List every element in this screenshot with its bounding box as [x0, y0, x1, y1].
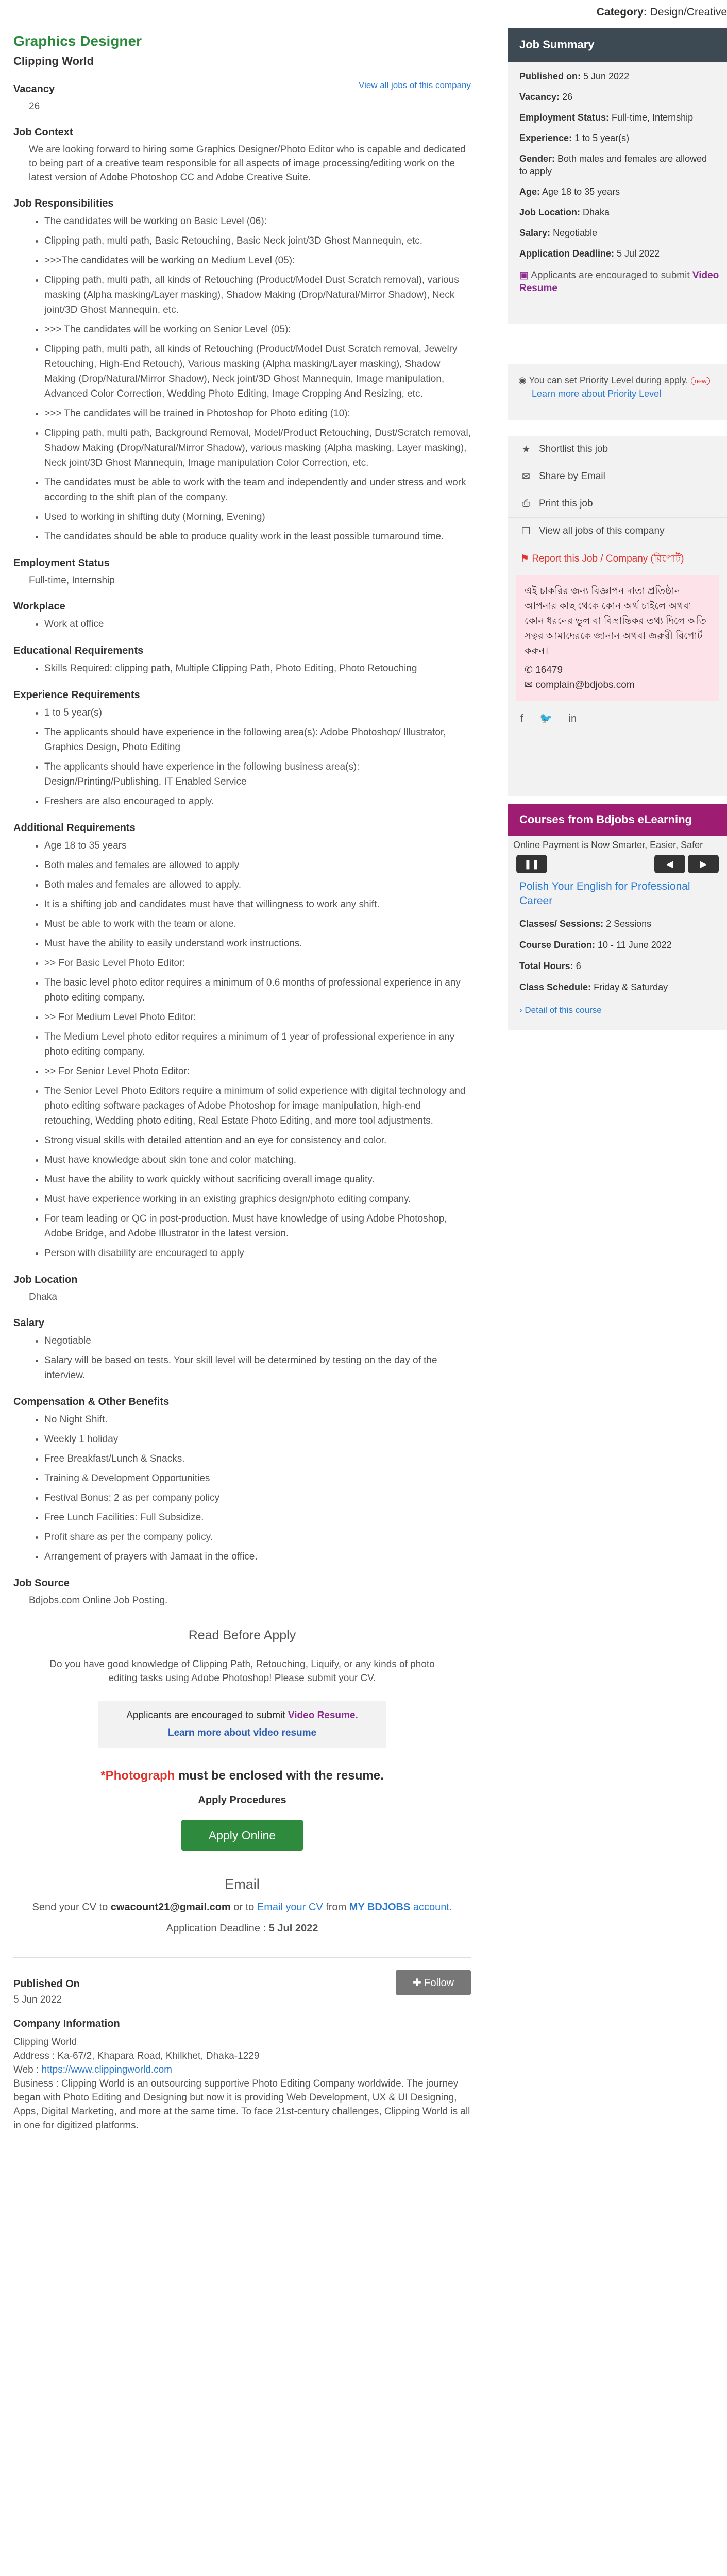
web-label: Web :: [13, 2064, 39, 2075]
courses-marquee: Online Payment is Now Smarter, Easier, Safer: [513, 840, 703, 850]
complaint-warning: এই চাকরির জন্য বিজ্ঞাপন দাতা প্রতিষ্ঠান আপনার কাছ থেকে কোন অর্থ চাইলে অথবা কোন ধরনের ভুল বা বিভ্রান্তিকর তথ্য দিলে অতি সত্বর আমাদেরকে জানান অথবা জরুরী রিপোর্ট করুন।: [525, 586, 706, 656]
list-item: • The candidates should be able to produce quality work in the least possible turnaround time.: [44, 529, 471, 544]
list-item: • Age 18 to 35 years: [44, 838, 471, 853]
list-item: • Profit share as per the company policy.: [44, 1530, 471, 1545]
job-summary-panel: [508, 28, 727, 324]
deadline-label: Application Deadline :: [166, 1923, 266, 1934]
job-location-value: Dhaka: [29, 1292, 57, 1302]
print-icon: ⎙: [522, 498, 530, 509]
follow-label: Follow: [424, 1977, 454, 1989]
published-heading: Published On: [13, 1978, 80, 1990]
summary-value: 1 to 5 year(s): [574, 133, 630, 143]
list-item: • Skills Required: clipping path, Multiple Clipping Path, Photo Editing, Photo Retouching: [44, 661, 471, 676]
summary-label: Gender:: [519, 154, 555, 164]
priority-panel: [508, 364, 727, 420]
job-source-value: Bdjobs.com Online Job Posting.: [29, 1595, 168, 1606]
course-value: 10 - 11 June 2022: [598, 940, 672, 950]
shortlist-label: Shortlist this job: [539, 444, 608, 454]
summary-row: [508, 206, 727, 218]
course-detail-link[interactable]: [508, 1005, 727, 1015]
apply-online-button[interactable]: Apply Online: [181, 1820, 303, 1851]
list-item: • Weekly 1 holiday: [44, 1432, 471, 1447]
email-address: cwacount21@gmail.com: [110, 1902, 231, 1913]
list-item: • For team leading or QC in post-production. Must have knowledge of using Adobe Photoshop, Adobe Bridge, and Adobe Illustrator in the latest version.: [44, 1211, 471, 1241]
summary-label: Salary:: [519, 228, 551, 238]
salary-list: [13, 1333, 471, 1383]
deadline-value: 5 Jul 2022: [268, 1923, 318, 1934]
course-detail-label: Detail of this course: [525, 1005, 602, 1015]
list-item: • Training & Development Opportunities: [44, 1471, 471, 1486]
workplace-list: [13, 617, 471, 632]
print-action[interactable]: [508, 490, 727, 518]
new-badge: new: [691, 377, 711, 385]
next-button[interactable]: ▶: [688, 855, 719, 873]
experience-list: [13, 705, 471, 809]
list-item: • Freshers are also encouraged to apply.: [44, 794, 471, 809]
course-label: Class Schedule:: [519, 982, 591, 992]
learn-video-resume-link[interactable]: Learn more about video resume: [167, 1727, 317, 1738]
list-item: • It is a shifting job and candidates must have that willingness to work any shift.: [44, 897, 471, 912]
video-resume-prefix: Applicants are encouraged to submit: [126, 1710, 285, 1721]
list-item: • Clipping path, multi path, all kinds of Retouching (Product/Model Dust Scratch removal), various masking (Alpha masking/Layer masking), Shadow Making (Drop/Natural/Mirror Shadow), Neck joint/3D Ghost Mannequin, etc.: [44, 273, 471, 317]
category-label: [597, 6, 727, 19]
list-item: • >> For Senior Level Photo Editor:: [44, 1064, 471, 1079]
social-share: [508, 701, 727, 736]
report-label: Report this Job / Company (রিপোর্ট): [532, 553, 684, 564]
company-info-web: [13, 2063, 471, 2077]
summary-video-resume: [519, 269, 727, 295]
company-website-link[interactable]: https://www.clippingworld.com: [41, 2064, 172, 2075]
company-info-business: Business : Clipping World is an outsourcing supportive Photo Editing Company worldwide. The journey began with Photo Editing and Designing but now it is providing Web Development, UX & UI Designing, Apps, Digital Marketing, and more at the same time. To face 21st-century challenges, Clipping World is all in one for digitized platforms.: [13, 2078, 470, 2131]
list-item: • Festival Bonus: 2 as per company policy: [44, 1490, 471, 1505]
video-resume-word: Video Resume.: [288, 1710, 358, 1721]
list-item: • Work at office: [44, 617, 471, 632]
mybdjobs-link[interactable]: MY BDJOBS: [349, 1902, 411, 1913]
phone-icon: ✆: [525, 665, 533, 675]
list-item: • Must be able to work with the team or alone.: [44, 917, 471, 931]
course-row: [508, 919, 727, 929]
published-value: 5 Jun 2022: [13, 1994, 62, 2005]
list-item: • >> For Basic Level Photo Editor:: [44, 956, 471, 971]
summary-row: [508, 111, 727, 124]
job-location-heading: Job Location: [13, 1274, 78, 1285]
video-resume-box: [98, 1701, 386, 1748]
view-all-jobs-action[interactable]: [508, 518, 727, 545]
list-item: • The applicants should have experience in the following area(s): Adobe Photoshop/ Illustrator, Graphics Design, Photo Editing: [44, 725, 471, 755]
additional-heading: Additional Requirements: [13, 822, 136, 834]
photograph-label: *Photograph: [100, 1769, 175, 1783]
complaint-email-address: complain@bdjobs.com: [535, 680, 635, 690]
responsibilities-heading: Job Responsibilities: [13, 198, 114, 209]
course-controls: [508, 855, 727, 873]
list-item: • Clipping path, multi path, Basic Retouching, Basic Neck joint/3D Ghost Mannequin, etc.: [44, 233, 471, 248]
mail-icon: ✉: [525, 680, 533, 690]
company-info-section: [13, 2018, 471, 2132]
education-heading: Educational Requirements: [13, 645, 144, 656]
education-list: [13, 661, 471, 676]
photograph-rest: must be enclosed with the resume.: [178, 1769, 384, 1783]
list-item: • >> For Medium Level Photo Editor:: [44, 1010, 471, 1025]
summary-value: 26: [562, 92, 573, 102]
courses-panel: [508, 804, 727, 1030]
summary-row: [508, 132, 727, 144]
list-item: • The candidates will be working on Basic Level (06):: [44, 214, 471, 229]
list-item: • The candidates must be able to work with the team and independently and under stress and work according to the shift plan of the company.: [44, 475, 471, 505]
application-deadline: [13, 1923, 471, 1935]
list-item: • Free Lunch Facilities: Full Subsidize.: [44, 1510, 471, 1525]
list-item: • Free Breakfast/Lunch & Snacks.: [44, 1451, 471, 1466]
email-or: or to: [233, 1902, 255, 1913]
list-item: • The basic level photo editor requires a minimum of 0.6 months of professional experience in any photo editing company.: [44, 975, 471, 1005]
course-row: [508, 982, 727, 993]
list-item: • Used to working in shifting duty (Morning, Evening): [44, 510, 471, 524]
list-item: • Clipping path, multi path, Background Removal, Model/Product Retouching, Dust/Scratch removal, Shadow Making (Drop/Natural/Mirror Shadow), various masking (Alpha masking, Layer masking), Neck joint/3D Ghost Mannequin, Image manipulation Color Correction, etc.: [44, 426, 471, 470]
pause-button[interactable]: ❚❚: [516, 855, 547, 873]
summary-value: Age 18 to 35 years: [542, 187, 620, 197]
job-details: [13, 33, 471, 2132]
read-before-apply-title: Read Before Apply: [188, 1628, 296, 1642]
shortlist-action[interactable]: [508, 436, 727, 463]
photograph-note: [13, 1769, 471, 1783]
summary-video-bold[interactable]: Video Resume: [519, 270, 719, 294]
summary-label: Application Deadline:: [519, 248, 615, 259]
email-cv-link[interactable]: Email your CV: [257, 1902, 323, 1913]
company-info-heading: Company Information: [13, 2018, 120, 2029]
summary-row: [508, 70, 727, 82]
company-name: Clipping World: [13, 55, 94, 67]
job-context-text: We are looking forward to hiring some Graphics Designer/Photo Editor who is capable and dedicated to being part of a creative team responsible for all aspects of image processing/editing work on the latest version of Adobe Photoshop CC and Adobe Creative Suite.: [29, 144, 466, 183]
summary-label: Job Location:: [519, 207, 580, 217]
email-instructions: [13, 1902, 471, 1913]
list-item: • Both males and females are allowed to apply: [44, 858, 471, 873]
linkedin-icon[interactable]: in: [568, 713, 577, 724]
hotline-number: 16479: [535, 665, 563, 675]
vacancy-heading: Vacancy: [13, 83, 55, 95]
list-item: • >>> The candidates will be trained in Photoshop for Photo editing (10):: [44, 406, 471, 421]
courses-heading: Courses from Bdjobs eLearning: [508, 804, 727, 836]
summary-row: [508, 185, 727, 198]
star-icon: ★: [521, 444, 531, 455]
benefits-heading: Compensation & Other Benefits: [13, 1396, 170, 1408]
course-label: Course Duration:: [519, 940, 596, 950]
document-icon: ❐: [521, 526, 531, 537]
course-value: 2 Sessions: [606, 919, 652, 929]
category-key: Category:: [596, 6, 647, 18]
course-name-link[interactable]: Polish Your English for Professional Career: [519, 880, 690, 907]
apply-procedures-heading: Apply Procedures: [198, 1794, 286, 1806]
summary-row: [508, 152, 727, 177]
course-row: [508, 961, 727, 972]
report-job-link[interactable]: [508, 545, 727, 572]
list-item: • Must have experience working in an existing graphics design/photo editing company.: [44, 1192, 471, 1207]
course-row: [508, 940, 727, 951]
summary-row: [508, 91, 727, 103]
prev-button[interactable]: ◀: [654, 855, 685, 873]
summary-label: Employment Status:: [519, 112, 610, 123]
list-item: • Strong visual skills with detailed attention and an eye for consistency and color.: [44, 1133, 471, 1148]
summary-value: Dhaka: [583, 207, 610, 217]
additional-list: [13, 838, 471, 1261]
course-value: 6: [576, 961, 581, 971]
course-value: Friday & Saturday: [594, 982, 668, 992]
mail-icon: ✉: [522, 471, 530, 482]
list-item: • The applicants should have experience in the following business area(s): Design/Printing/Publishing, IT Enabled Service: [44, 759, 471, 789]
print-label: Print this job: [539, 498, 593, 509]
chevron-right-icon: ›: [519, 1005, 522, 1015]
job-title: Graphics Designer: [13, 33, 142, 49]
list-item: • Must have the ability to easily understand work instructions.: [44, 936, 471, 951]
list-item: • Must have the ability to work quickly without sacrificing overall image quality.: [44, 1172, 471, 1187]
summary-value: 5 Jul 2022: [617, 248, 660, 259]
summary-label: Age:: [519, 187, 540, 197]
list-item: • >>> The candidates will be working on Senior Level (05):: [44, 322, 471, 337]
list-item: • The Senior Level Photo Editors require a minimum of solid experience with digital technology and photo editing software packages of Adobe Photoshop for image manipulation, high-end retouching, Wedding photo editing, Real Estate Photo Editing, and more tool adjustments.: [44, 1083, 471, 1128]
view-all-jobs-link[interactable]: View all jobs of this company: [359, 80, 471, 90]
list-item: • >>>The candidates will be working on Medium Level (05):: [44, 253, 471, 268]
list-item: • Both males and females are allowed to apply.: [44, 877, 471, 892]
complaint-email: [525, 677, 711, 692]
job-context-heading: Job Context: [13, 127, 73, 138]
list-item: • Negotiable: [44, 1333, 471, 1348]
experience-heading: Experience Requirements: [13, 689, 140, 701]
follow-button[interactable]: ✚ Follow: [396, 1970, 471, 1995]
published-section: [13, 1970, 471, 2006]
share-label: Share by Email: [539, 471, 605, 482]
list-item: • Person with disability are encouraged to apply: [44, 1246, 471, 1261]
email-account: account.: [413, 1902, 452, 1913]
list-item: • Clipping path, multi path, all kinds of Retouching (Product/Model Dust Scratch removal, Jewelry Retouching, High-End Retouch), Various masking (Alpha masking/Layer masking), Shadow Making (Drop/Natural/Mirror Shadow), Neck joint/3D Ghost Mannequin, Image manipulation, Advanced Color Correction, Wedding Photo Editing, Image Cropping And Resizing, etc.: [44, 342, 471, 401]
summary-value: Both males and females are allowed to apply: [519, 154, 707, 176]
course-label: Total Hours:: [519, 961, 573, 971]
employment-status-heading: Employment Status: [13, 557, 110, 569]
summary-label: Experience:: [519, 133, 572, 143]
share-email-action[interactable]: [508, 463, 727, 490]
salary-heading: Salary: [13, 1317, 45, 1329]
vacancy-value: 26: [29, 101, 40, 112]
email-from: from: [326, 1902, 347, 1913]
list-item: • The Medium Level photo editor requires a minimum of 1 year of professional experience in any photo editing company.: [44, 1029, 471, 1059]
complaint-box: [516, 575, 719, 701]
list-item: • No Night Shift.: [44, 1412, 471, 1427]
summary-label: Published on:: [519, 71, 581, 81]
list-item: • Salary will be based on tests. Your skill level will be determined by testing on the day of the interview.: [44, 1353, 471, 1383]
summary-label: Vacancy:: [519, 92, 560, 102]
priority-icon: ◉: [518, 375, 527, 385]
job-actions-panel: [508, 436, 727, 796]
summary-video-text: Applicants are encouraged to submit: [531, 270, 690, 281]
job-summary-heading: Job Summary: [508, 28, 727, 62]
view-all-label: View all jobs of this company: [539, 526, 665, 536]
workplace-heading: Workplace: [13, 601, 65, 612]
company-info-address: Address : Ka-67/2, Khapara Road, Khilkhet, Dhaka-1229: [13, 2050, 260, 2061]
email-send-prefix: Send your CV to: [32, 1902, 108, 1913]
twitter-icon[interactable]: 🐦: [539, 713, 553, 724]
summary-value: 5 Jun 2022: [583, 71, 630, 81]
list-item: • 1 to 5 year(s): [44, 705, 471, 720]
priority-learn-more-link[interactable]: Learn more about Priority Level: [532, 388, 662, 399]
job-source-heading: Job Source: [13, 1578, 70, 1589]
category-value: Design/Creative: [650, 6, 727, 18]
video-icon: ▣: [519, 270, 529, 281]
summary-value: Full-time, Internship: [612, 112, 694, 123]
priority-text: You can set Priority Level during apply.: [529, 375, 688, 385]
read-before-apply-text: Do you have good knowledge of Clipping Path, Retouching, Liquify, or any kinds of photo editing tasks using Adobe Photoshop! Please submit your CV.: [49, 1659, 435, 1684]
list-item: • Arrangement of prayers with Jamaat in the office.: [44, 1549, 471, 1564]
hotline: [525, 663, 711, 677]
facebook-icon[interactable]: f: [520, 713, 523, 724]
employment-status-value: Full-time, Internship: [29, 575, 115, 586]
list-item: • Must have knowledge about skin tone and color matching.: [44, 1153, 471, 1167]
course-label: Classes/ Sessions:: [519, 919, 604, 929]
divider: [13, 1957, 471, 1958]
summary-value: Negotiable: [553, 228, 598, 238]
flag-icon: ⚑: [520, 553, 530, 564]
benefits-list: [13, 1412, 471, 1564]
summary-row: [508, 227, 727, 239]
responsibilities-list: [13, 214, 471, 544]
email-heading: Email: [225, 1876, 260, 1892]
company-info-name: Clipping World: [13, 2037, 77, 2047]
summary-row: [508, 247, 727, 260]
